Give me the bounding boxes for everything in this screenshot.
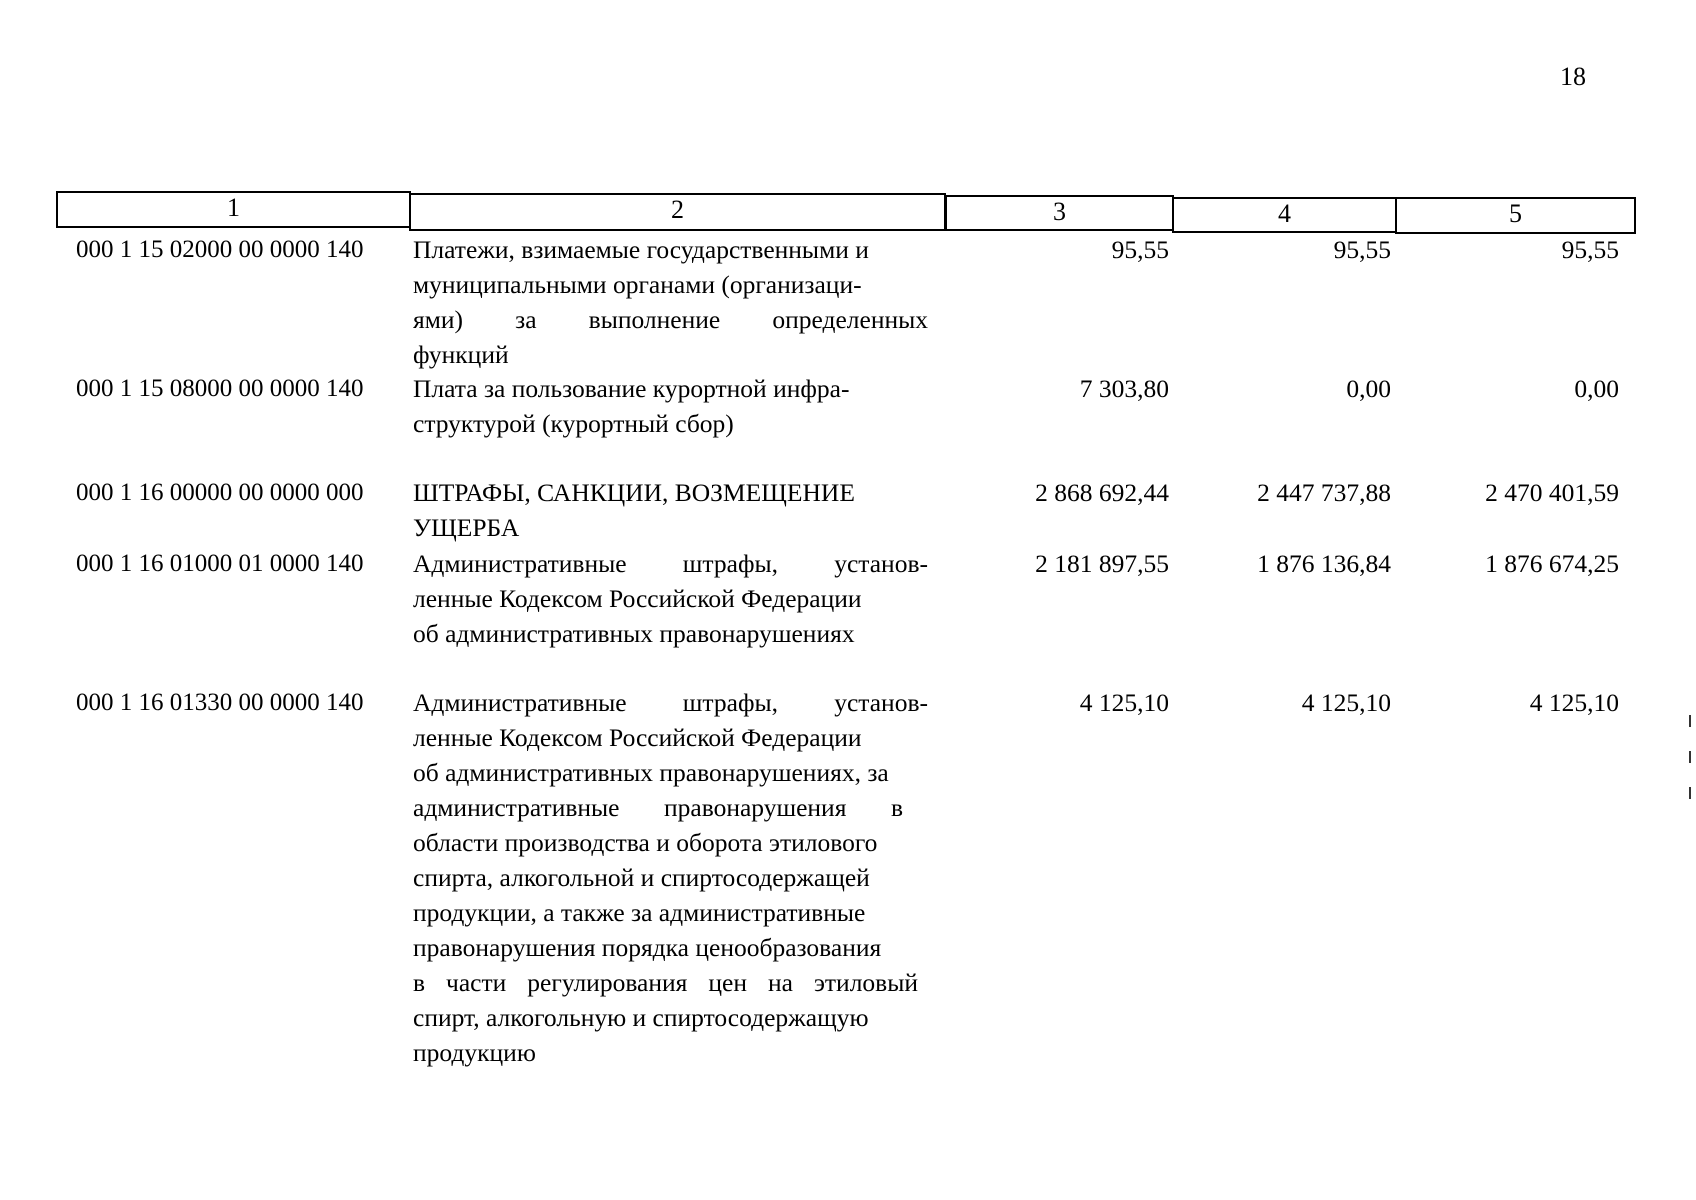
budget-code: 000 1 16 00000 00 0000 000	[76, 479, 364, 506]
column-header-4: 4	[1172, 197, 1397, 233]
value-col-3: 2 868 692,44	[1035, 478, 1169, 507]
row-name	[413, 546, 928, 651]
value-col-5: 4 125,10	[1529, 688, 1619, 717]
value-col-3: 4 125,10	[1079, 688, 1169, 717]
value-col-4: 95,55	[1333, 235, 1391, 264]
row-name-line: Платежи, взимаемые государственными и	[413, 235, 869, 264]
value-col-3: 2 181 897,55	[1035, 549, 1169, 578]
value-col-4: 1 876 136,84	[1257, 549, 1391, 578]
row-name-line: спирт, алкогольную и спиртосодержащую	[413, 1003, 869, 1032]
value-col-4: 2 447 737,88	[1257, 478, 1391, 507]
row-name-line: спирта, алкогольной и спиртосодержащей	[413, 863, 870, 892]
value-col-5: 2 470 401,59	[1485, 478, 1619, 507]
row-name-line: ленные Кодексом Российской Федерации	[413, 723, 862, 752]
value-col-4: 4 125,10	[1301, 688, 1391, 717]
page-number: 18	[1560, 62, 1586, 91]
row-name-line: ШТРАФЫ, САНКЦИИ, ВОЗМЕЩЕНИЕ	[413, 478, 855, 507]
row-name-line: Административные штрафы, установ-	[413, 688, 928, 717]
row-name	[413, 232, 928, 372]
budget-code: 000 1 16 01330 00 0000 140	[76, 689, 364, 716]
budget-code: 000 1 15 02000 00 0000 140	[76, 236, 364, 263]
row-name-line: продукцию	[413, 1038, 536, 1067]
row-name-line: Плата за пользование курортной инфра-	[413, 374, 850, 403]
column-header-1: 1	[56, 191, 411, 228]
column-header-3: 3	[945, 195, 1174, 231]
row-name	[413, 685, 928, 1070]
row-name-line: ленные Кодексом Российской Федерации	[413, 584, 862, 613]
row-name-line: продукции, а также за административные	[413, 898, 866, 927]
value-col-4: 0,00	[1346, 374, 1391, 403]
budget-code: 000 1 15 08000 00 0000 140	[76, 375, 364, 402]
row-name	[413, 371, 928, 441]
row-name-line: в части регулирования цен на этиловый	[413, 968, 918, 997]
value-col-3: 7 303,80	[1079, 374, 1169, 403]
row-name-line: об административных правонарушениях	[413, 619, 855, 648]
value-col-3: 95,55	[1111, 235, 1169, 264]
value-col-5: 1 876 674,25	[1485, 549, 1619, 578]
row-name-line: Административные штрафы, установ-	[413, 549, 928, 578]
column-header-2: 2	[409, 193, 946, 231]
row-name-line: муниципальными органами (организаци-	[413, 270, 862, 299]
row-name	[413, 475, 928, 545]
row-name-line: об административных правонарушениях, за	[413, 758, 889, 787]
value-col-5: 95,55	[1561, 235, 1619, 264]
row-name-line: ями) за выполнение определенных	[413, 305, 928, 334]
column-header-5: 5	[1395, 197, 1636, 234]
row-name-line: функций	[413, 340, 509, 369]
budget-code: 000 1 16 01000 01 0000 140	[76, 550, 364, 577]
row-name-line: правонарушения порядка ценообразования	[413, 933, 882, 962]
row-name-line: структурой (курортный сбор)	[413, 409, 734, 438]
value-col-5: 0,00	[1574, 374, 1619, 403]
scan-edge-marks	[1689, 715, 1693, 835]
row-name-line: административные правонарушения в	[413, 793, 903, 822]
row-name-line: УЩЕРБА	[413, 513, 520, 542]
row-name-line: области производства и оборота этилового	[413, 828, 878, 857]
